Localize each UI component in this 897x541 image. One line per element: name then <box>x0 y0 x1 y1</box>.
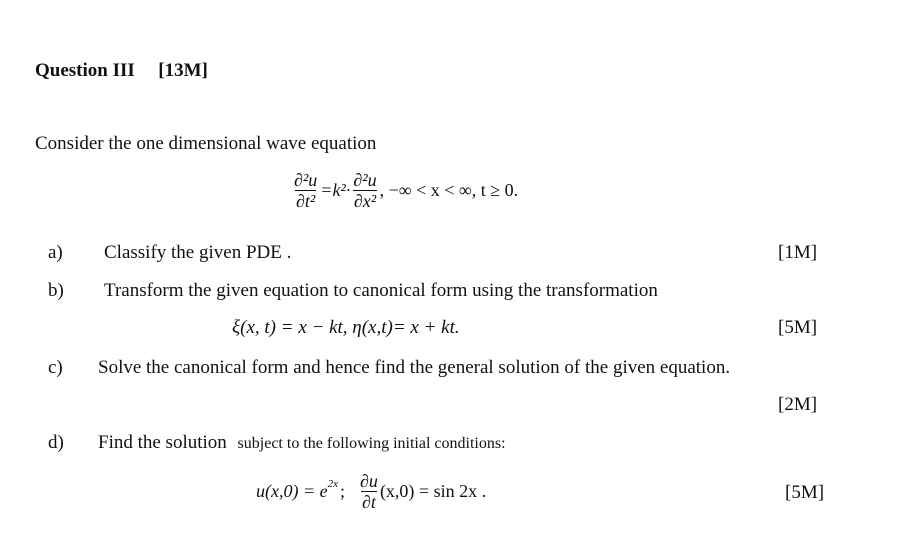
wave-equation <box>293 171 518 210</box>
part-d-text-sub: subject to the following initial conditions: <box>237 435 506 452</box>
part-d-label: d) <box>48 432 64 453</box>
ic-denominator: ∂t <box>362 492 376 512</box>
lhs-numerator: ∂²u <box>294 170 318 190</box>
part-d-text-main: Find the solution <box>98 432 227 453</box>
ic-right: (x,0) = sin 2x . <box>379 481 487 501</box>
lhs-denominator: ∂t² <box>296 191 316 211</box>
part-d-text <box>98 432 506 454</box>
part-a-text: Classify the given PDE . <box>104 242 292 263</box>
ic-numerator: ∂u <box>360 471 378 491</box>
equation-domain: , −∞ < x < ∞, t ≥ 0. <box>379 180 519 200</box>
ic-fraction <box>359 472 379 511</box>
rhs-denominator: ∂x² <box>353 191 377 211</box>
equals-coefficient: =k²· <box>320 180 351 200</box>
initial-conditions <box>256 472 486 511</box>
part-b-formula: ξ(x, t) = x − kt, η(x,t)= x + kt. <box>232 317 460 338</box>
ic-left: u(x,0) = e <box>256 481 328 501</box>
question-heading <box>35 60 208 82</box>
part-b-label: b) <box>48 280 64 301</box>
ic-separator: ; <box>340 481 346 501</box>
part-b-marks: [5M] <box>778 317 818 338</box>
part-a-label: a) <box>48 242 63 263</box>
part-c-label: c) <box>48 357 63 378</box>
part-b-text: Transform the given equation to canonical form using the transformation <box>104 280 658 301</box>
question-marks: [13M] <box>158 60 208 81</box>
rhs-fraction <box>352 171 377 210</box>
part-c-marks: [2M] <box>778 394 818 415</box>
ic-left-exponent: 2x <box>327 477 339 490</box>
lhs-fraction <box>293 171 318 210</box>
question-title: Question III <box>35 60 135 81</box>
rhs-numerator: ∂²u <box>353 170 377 190</box>
intro-text: Consider the one dimensional wave equation <box>35 133 377 154</box>
part-d-marks: [5M] <box>785 482 825 503</box>
part-c-text: Solve the canonical form and hence find the general solution of the given equation. <box>98 357 731 378</box>
part-a-marks: [1M] <box>778 242 818 263</box>
